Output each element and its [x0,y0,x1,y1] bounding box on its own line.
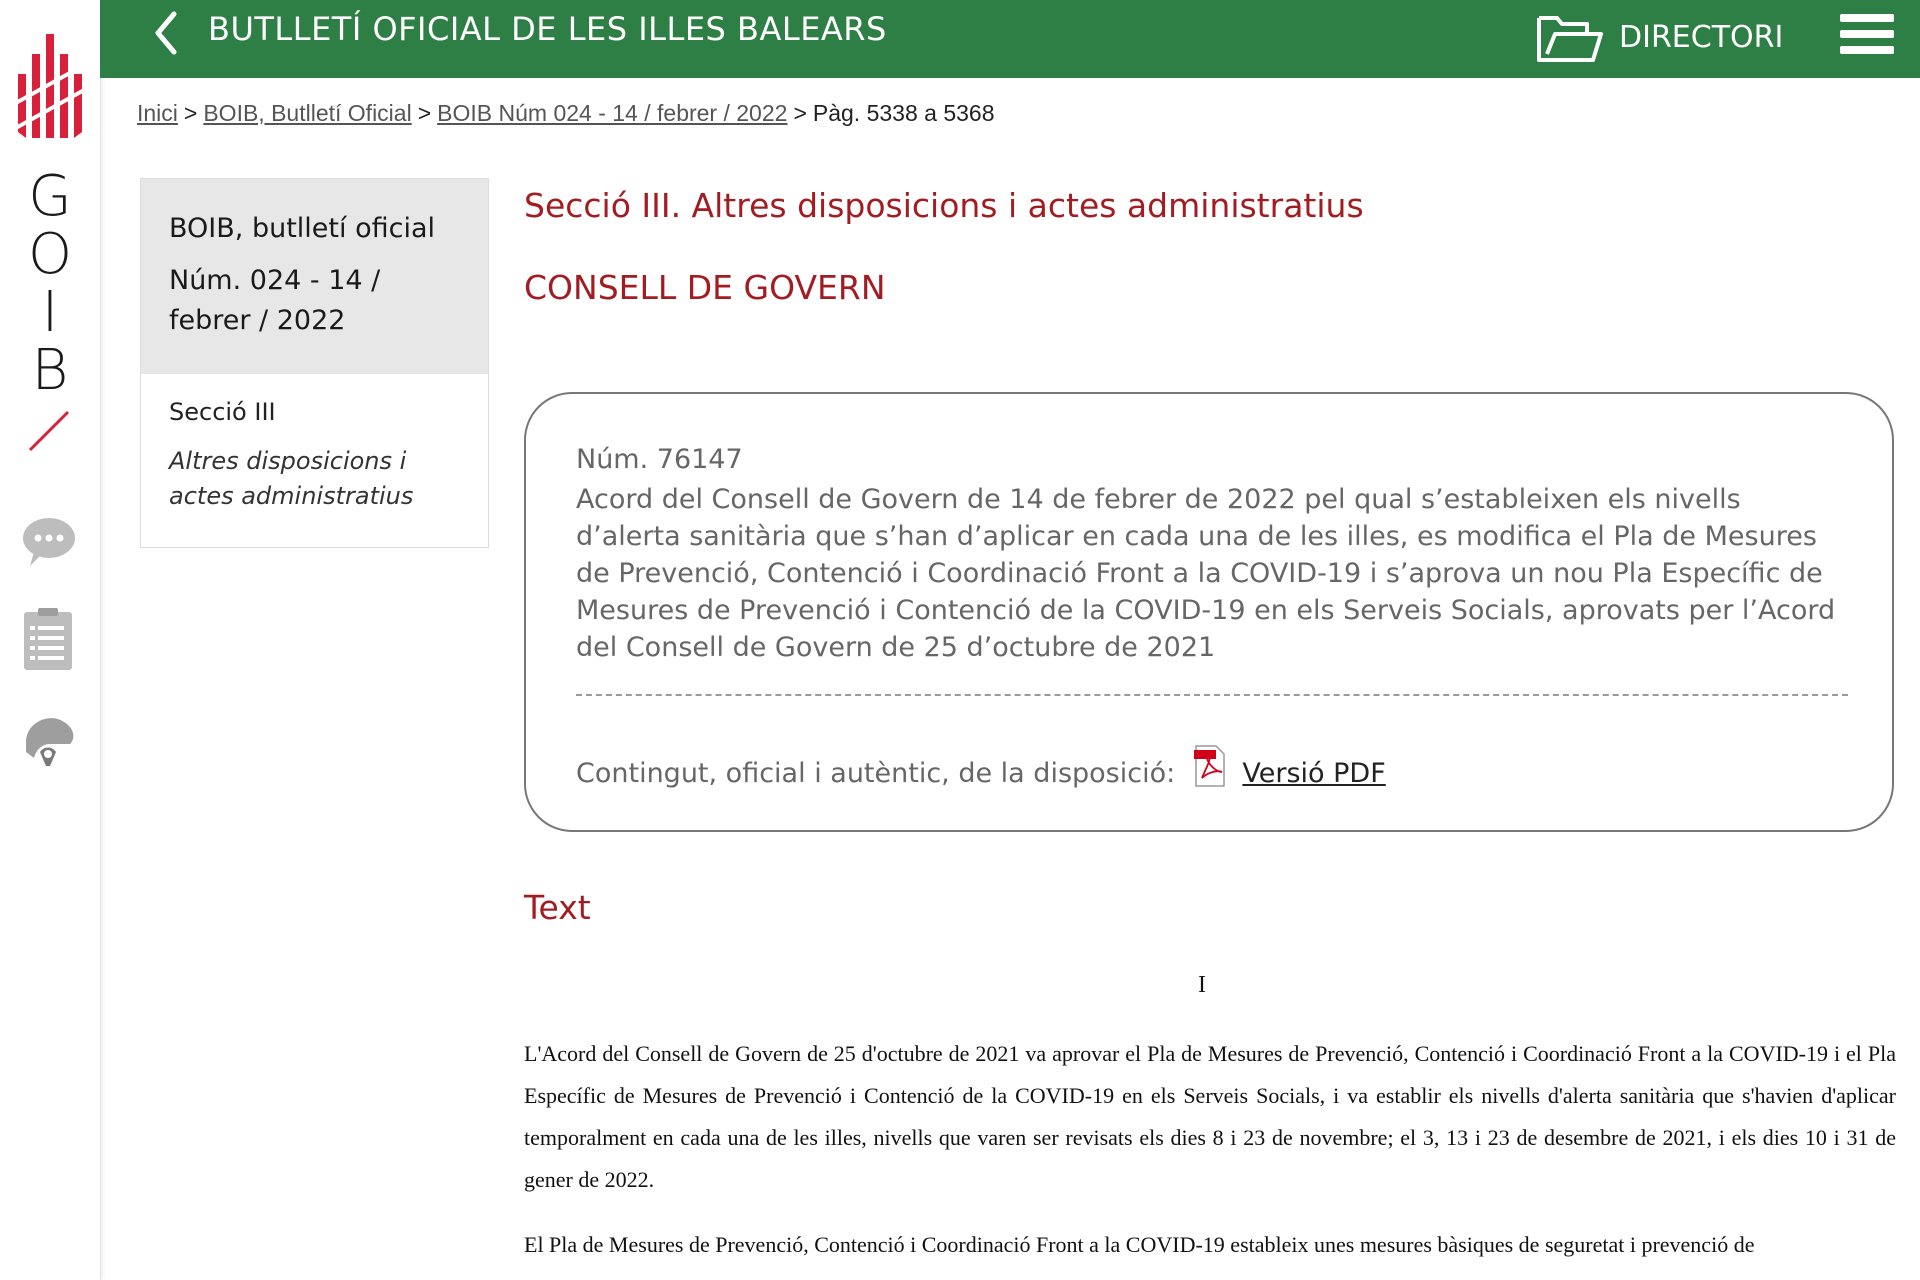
body-paragraph: El Pla de Mesures de Prevenció, Contenció i Coordinació Front a la COVID-19 estableix unes mesures bàsiques de seguretat i prevenció de [524,1232,1755,1257]
sidebar-title[interactable]: BOIB, butlletí oficial [169,213,435,244]
folder-icon [1535,10,1605,66]
breadcrumb-separator: > [417,100,432,126]
breadcrumb [137,100,994,127]
breadcrumb-separator: > [793,100,807,126]
map-icon[interactable] [20,708,78,768]
official-content-row [576,744,1386,789]
sidebar-section-desc[interactable]: Altres disposicions i actes administratius [169,447,414,510]
breadcrumb-issue-link[interactable]: BOIB Núm 024 - 14 / febrer / 2022 [437,100,788,126]
sidebar-issue[interactable]: Núm. 024 - 14 / febrer / 2022 [169,265,381,336]
sidebar-header [141,179,488,374]
goib-logo[interactable] [14,34,86,142]
chat-icon[interactable] [20,512,78,572]
section-title: Secció III. Altres disposicions i actes administratius [524,186,1364,225]
issue-sidebar [140,178,489,548]
pdf-version-link[interactable]: Versió PDF [1242,758,1386,789]
disposition-box [524,392,1894,832]
breadcrumb-separator: > [183,100,198,126]
back-chevron-icon[interactable] [150,8,180,58]
breadcrumb-boib-link[interactable]: BOIB, Butlletí Oficial [203,100,412,126]
brand-letter-b: B [31,338,69,403]
official-content-label: Contingut, oficial i autèntic, de la disposició: [576,758,1176,789]
breadcrumb-home-link[interactable]: Inici [137,100,178,126]
directory-label: DIRECTORI [1619,20,1784,55]
clipboard-icon[interactable] [20,606,78,666]
top-header-bar [100,0,1920,78]
left-rail [0,0,101,1280]
pdf-icon[interactable] [1192,744,1228,788]
disposition-number: Núm. 76147 [576,444,743,475]
menu-hamburger-icon[interactable] [1840,14,1894,60]
site-title[interactable]: BUTLLETÍ OFICIAL DE LES ILLES BALEARS [208,10,887,48]
disposition-summary: Acord del Consell de Govern de 14 de febrer de 2022 pel qual s’estableixen els nivells d’alerta sanitària que s’han d’aplicar en cada una de les illes, es modifica el Pla de Mesures de Prevenció, Contenció i Coordinació Front a la COVID-19 i s’aprova un nou Pla Específic de Mesures de Prevenció i Contenció de la COVID-19 en els Serveis Socials, aprovats per l’Acord del Consell de Govern de 25 d’octubre de 2021 [576,484,1836,663]
dashed-divider [576,694,1848,696]
chapter-numeral: I [1198,972,1206,998]
slash-mark-icon [28,410,72,452]
brand-letter-o: O [27,222,73,287]
sidebar-body [141,374,488,538]
brand-letter-i: I [41,280,59,345]
organization-title: CONSELL DE GOVERN [524,268,886,307]
sidebar-section[interactable]: Secció III [169,398,276,426]
brand-letter-g: G [28,164,72,229]
text-heading: Text [524,888,591,927]
govern-balear-flag-icon [14,34,86,138]
body-paragraph: L'Acord del Consell de Govern de 25 d'octubre de 2021 va aprovar el Pla de Mesures de Prevenció, Contenció i Coordinació Front a la COVID-19 i el Pla Específic de Mesures de Prevenció i Contenció de la COVID-19 en els Serveis Socials, i va establir els nivells d'alerta sanitària que s'havien d'aplicar temporalment en cada una de les illes, nivells que varen ser revisats els dies 8 i 23 de novembre; el 3, 13 i 23 de desembre de 2021, i els dies 10 i 31 de gener de 2022. [524,1041,1896,1192]
breadcrumb-current: Pàg. 5338 a 5368 [812,100,995,126]
